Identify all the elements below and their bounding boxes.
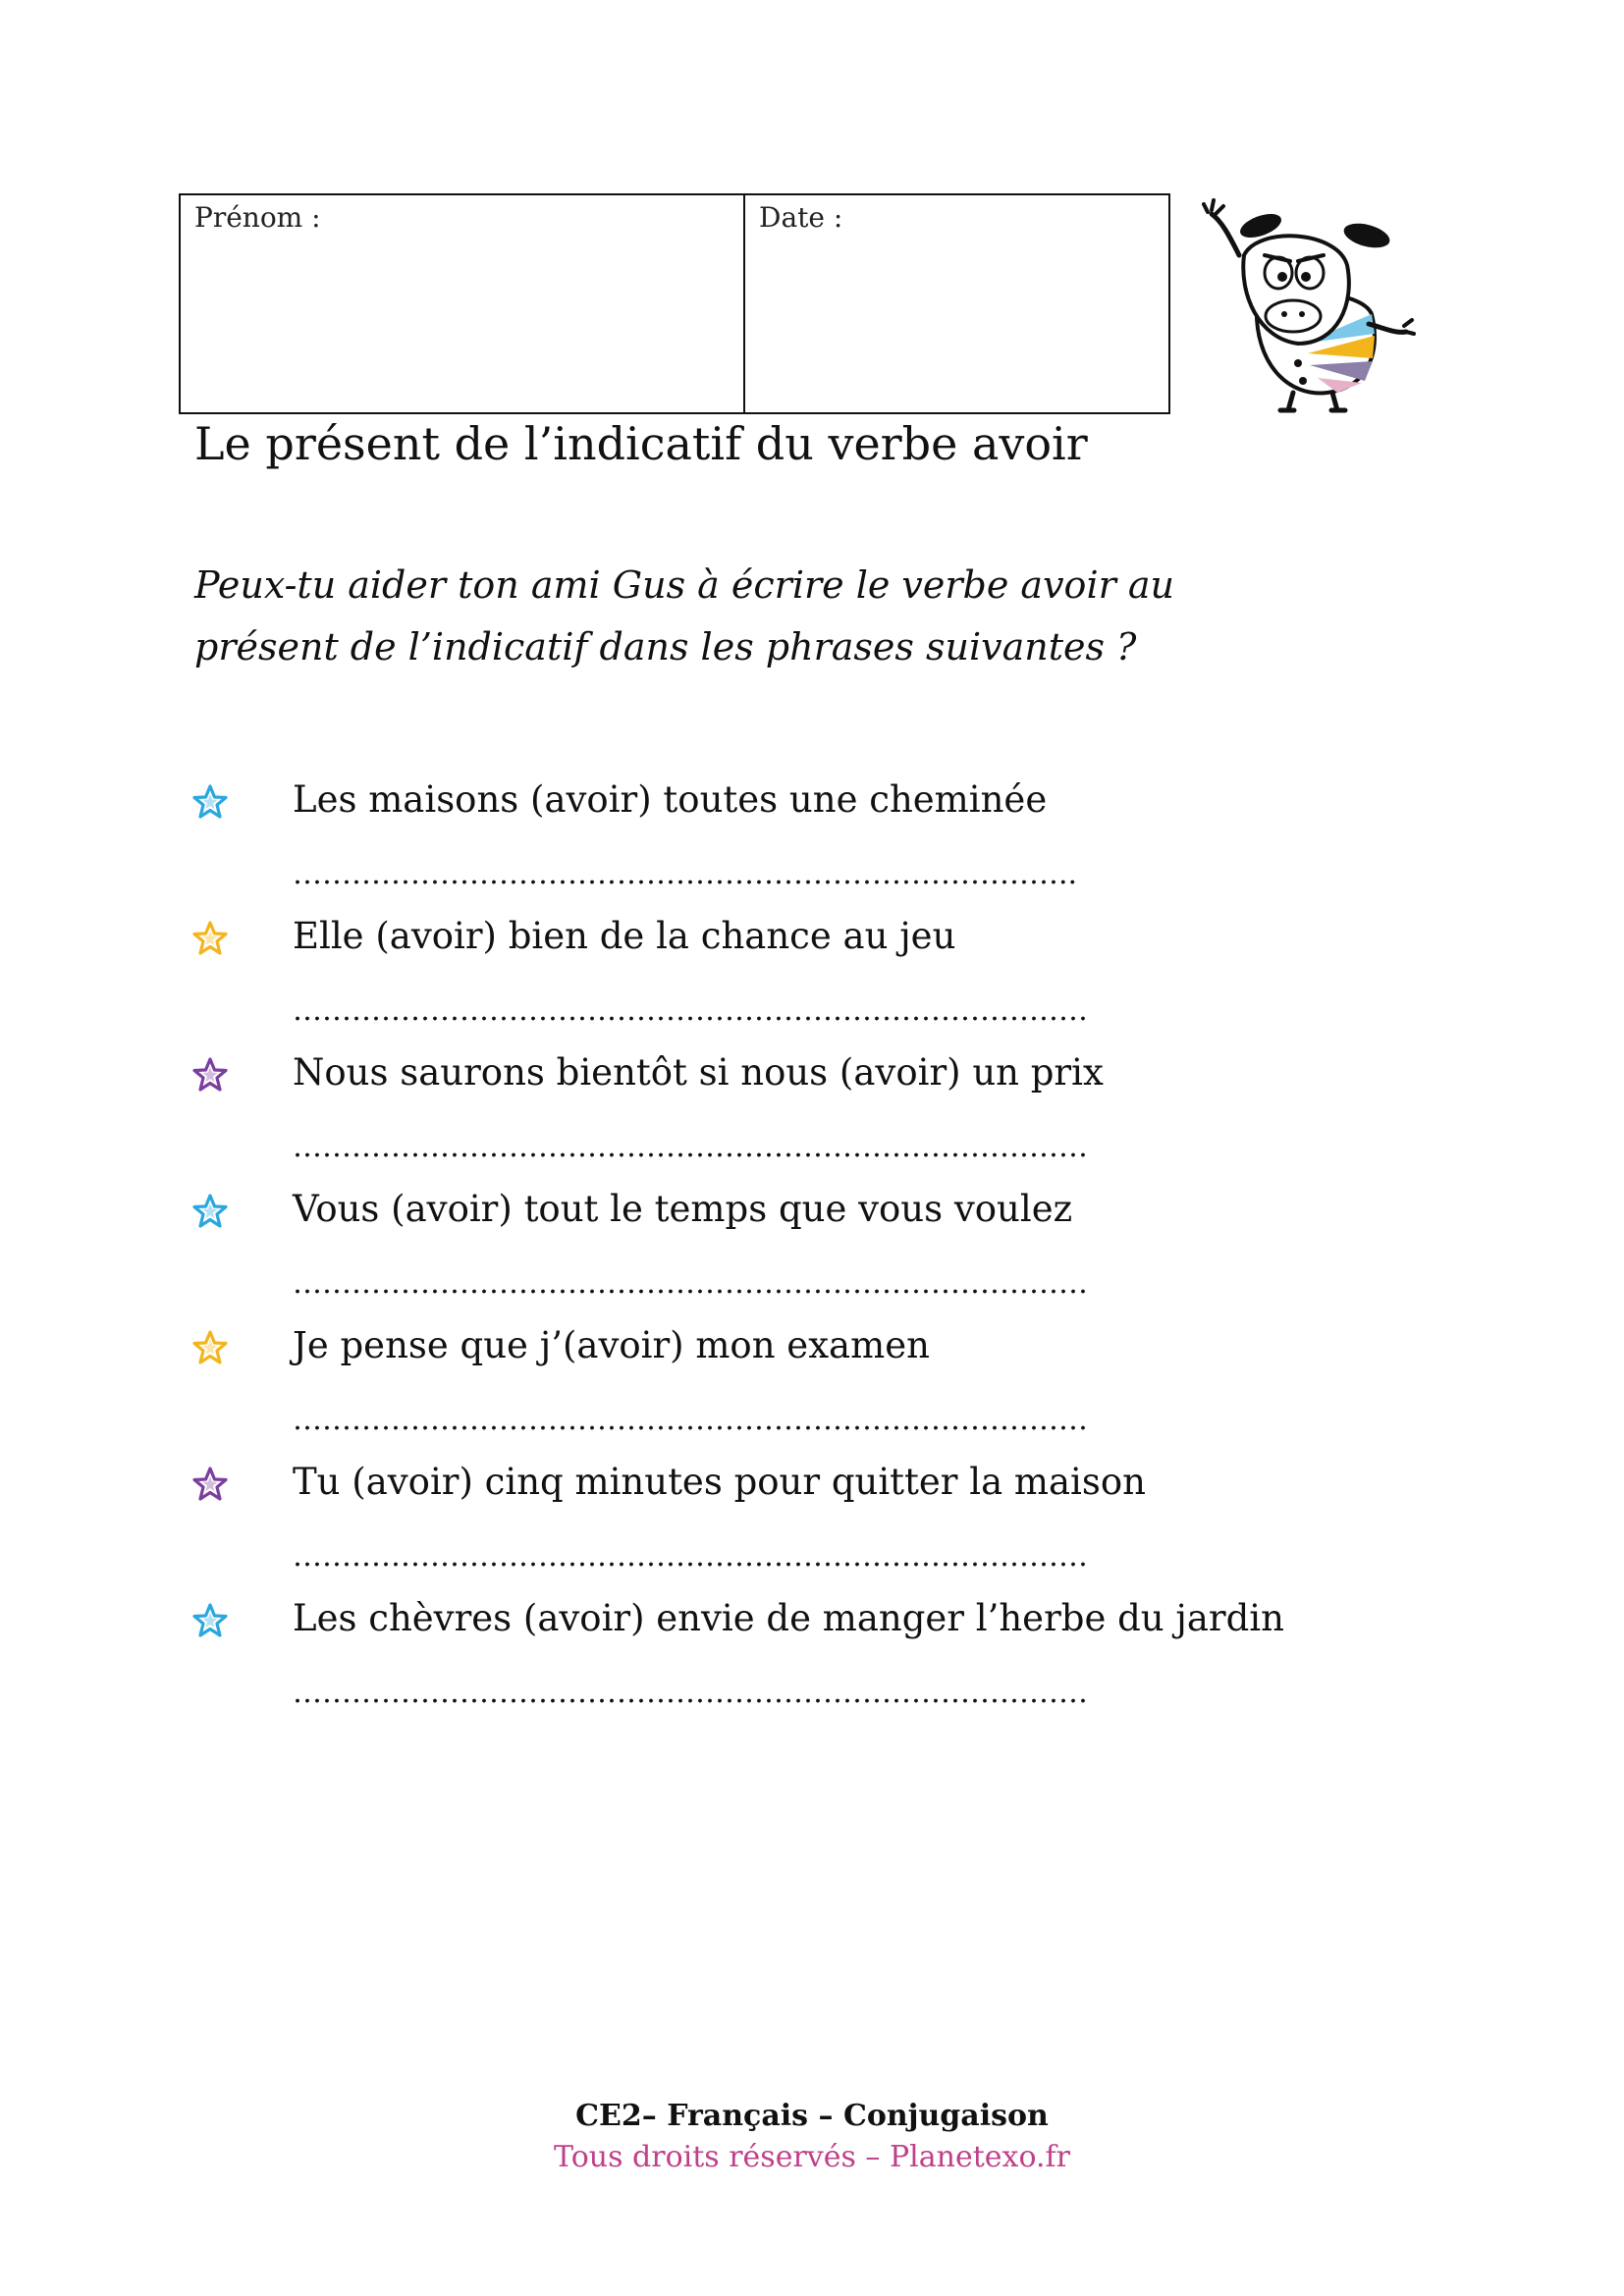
answer-line[interactable]: ………………………………………………………………………: [293, 993, 1088, 1028]
exercise-item: [192, 1190, 1322, 1326]
instruction-line-1: Peux-tu aider ton ami Gus à écrire le verbe avoir au: [194, 563, 1174, 607]
exercise-item: [192, 1053, 1322, 1190]
exercise-sentence: Les maisons (avoir) toutes une cheminée: [293, 778, 1048, 821]
star-icon: [192, 1330, 228, 1365]
exercise-item: [192, 1326, 1322, 1463]
page-title: Le présent de l’indicatif du verbe avoir: [194, 417, 1088, 470]
name-field[interactable]: [181, 195, 745, 412]
exercise-list: [192, 780, 1322, 1735]
name-label: Prénom :: [194, 201, 321, 234]
star-icon: [192, 784, 228, 820]
answer-line[interactable]: ………………………………………………………………………: [293, 1130, 1088, 1164]
exercise-sentence: Je pense que j’(avoir) mon examen: [293, 1324, 930, 1366]
star-icon: [192, 1194, 228, 1229]
student-info-box: [179, 193, 1170, 414]
star-icon: [192, 1057, 228, 1093]
exercise-item: [192, 1599, 1322, 1735]
instruction: [194, 555, 1373, 678]
exercise-item: [192, 780, 1322, 917]
exercise-sentence: Les chèvres (avoir) envie de manger l’herbe du jardin: [293, 1597, 1284, 1639]
star-icon: [192, 1467, 228, 1502]
answer-line[interactable]: ………………………………………………………………………: [293, 1403, 1088, 1437]
exercise-sentence: Vous (avoir) tout le temps que vous voulez: [293, 1188, 1073, 1230]
exercise-sentence: Tu (avoir) cinq minutes pour quitter la maison: [293, 1461, 1146, 1503]
date-label: Date :: [759, 201, 843, 234]
gus-sheep-mascot-icon: [1200, 196, 1416, 417]
answer-line[interactable]: ……………………………………………………………………..: [293, 857, 1078, 891]
star-icon: [192, 1603, 228, 1638]
star-icon: [192, 921, 228, 956]
exercise-sentence: Nous saurons bientôt si nous (avoir) un prix: [293, 1051, 1104, 1094]
answer-line[interactable]: ………………………………………………………………………: [293, 1539, 1088, 1574]
date-field[interactable]: [745, 195, 1168, 412]
exercise-sentence: Elle (avoir) bien de la chance au jeu: [293, 915, 956, 957]
footer-copyright: Tous droits réservés – Planetexo.fr: [554, 2140, 1070, 2174]
exercise-item: [192, 917, 1322, 1053]
answer-line[interactable]: ………………………………………………………………………: [293, 1266, 1088, 1301]
instruction-line-2: présent de l’indicatif dans les phrases suivantes ?: [194, 625, 1137, 668]
exercise-item: [192, 1463, 1322, 1599]
footer-course: CE2– Français – Conjugaison: [575, 2099, 1049, 2133]
answer-line[interactable]: ………………………………………………………………………: [293, 1676, 1088, 1710]
